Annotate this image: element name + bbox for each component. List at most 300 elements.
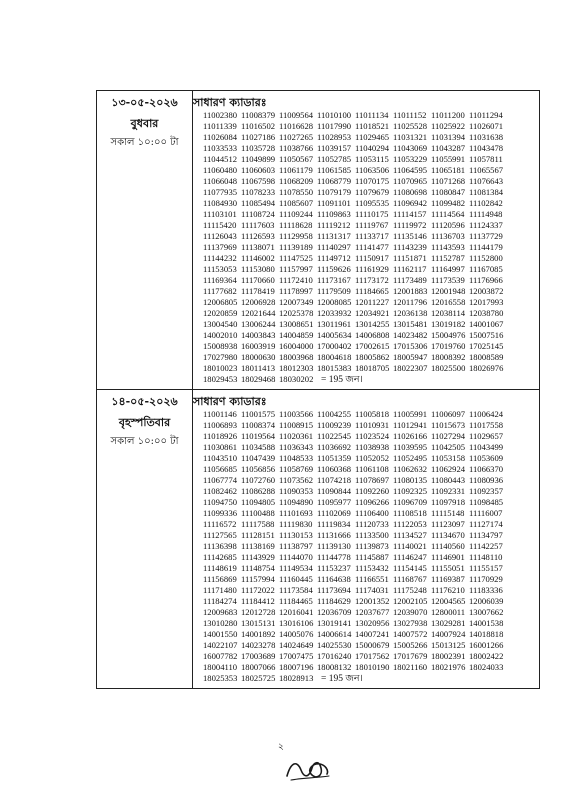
- roll-number: 18012303: [279, 363, 314, 373]
- roll-number: 11149712: [317, 253, 351, 263]
- roll-number: 11142257: [469, 541, 503, 551]
- roll-number: 11043499: [469, 442, 504, 452]
- roll-number: 11009239: [317, 420, 352, 430]
- roll-number: 11006893: [203, 420, 238, 430]
- roll-number: 11126593: [241, 231, 275, 241]
- roll-row: [203, 552, 539, 563]
- roll-number: 11153080: [241, 264, 275, 274]
- roll-row: [203, 475, 539, 486]
- roll-number: 11018521: [355, 121, 390, 131]
- roll-number: 11148110: [469, 552, 503, 562]
- total-count: = 195 জন।: [321, 674, 363, 684]
- roll-number: 11052495: [393, 453, 428, 463]
- roll-number: 12008085: [317, 297, 352, 307]
- roll-number: 17025145: [469, 341, 504, 351]
- roll-row: [203, 165, 539, 176]
- roll-number: 11184274: [203, 596, 237, 606]
- roll-number: 11076643: [469, 176, 504, 186]
- roll-row: [203, 673, 539, 685]
- roll-row: [203, 352, 539, 363]
- roll-number: 11184412: [241, 596, 275, 606]
- roll-number: 11169364: [203, 275, 237, 285]
- roll-number: 18003968: [279, 352, 314, 362]
- roll-number: 11040294: [355, 143, 390, 153]
- exam-day: বৃহস্পতিবার: [118, 416, 171, 429]
- roll-number: 11092357: [469, 486, 504, 496]
- roll-number: 18005862: [355, 352, 390, 362]
- roll-number: 11057811: [469, 154, 503, 164]
- roll-number: 13029281: [431, 618, 466, 628]
- roll-number: 11091101: [317, 198, 351, 208]
- roll-row: [203, 275, 539, 286]
- roll-number: 18025725: [241, 673, 276, 683]
- roll-number: 11099336: [203, 508, 238, 518]
- roll-number: 11011152: [393, 110, 427, 120]
- roll-number: 14007924: [431, 629, 466, 639]
- roll-number: 11097918: [431, 497, 466, 507]
- roll-number: 18002422: [469, 651, 504, 661]
- roll-number: 11023524: [355, 431, 390, 441]
- roll-number: 11080847: [431, 187, 466, 197]
- roll-number: 13027938: [393, 618, 428, 628]
- roll-number: 11140560: [431, 541, 465, 551]
- exam-date: ১৩-০৫-২০২৬: [111, 96, 178, 109]
- roll-number: 11035728: [241, 143, 276, 153]
- page-number: ২: [278, 742, 284, 752]
- roll-row: [203, 409, 539, 420]
- roll-number: 11010931: [355, 420, 390, 430]
- roll-number: 11082462: [203, 486, 238, 496]
- roll-number: 11008915: [279, 420, 314, 430]
- roll-number: 12025378: [279, 308, 314, 318]
- roll-number: 18030202: [279, 374, 314, 384]
- roll-number: 11094890: [279, 497, 314, 507]
- roll-row: [203, 596, 539, 607]
- roll-number: 11173172: [355, 275, 389, 285]
- roll-cell: [193, 91, 540, 390]
- roll-number: 11114948: [469, 209, 503, 219]
- roll-number: 11100488: [241, 508, 275, 518]
- roll-number: 11167085: [469, 264, 503, 274]
- roll-number: 15008938: [203, 341, 238, 351]
- roll-number: 15007516: [469, 330, 504, 340]
- roll-number: 18008132: [317, 662, 352, 672]
- roll-number: 11064595: [393, 165, 428, 175]
- roll-number: 14001892: [241, 629, 276, 639]
- roll-row: [203, 308, 539, 319]
- roll-number: 12033932: [317, 308, 352, 318]
- roll-number: 11138071: [241, 242, 275, 252]
- roll-number: 18000630: [241, 352, 276, 362]
- roll-number: 12020859: [203, 308, 238, 318]
- roll-number: 17027980: [203, 352, 238, 362]
- roll-number: 11102069: [317, 508, 351, 518]
- roll-number: 13004540: [203, 319, 238, 329]
- roll-number: 11090353: [279, 486, 314, 496]
- roll-number: 11068209: [279, 176, 314, 186]
- roll-number: 16001266: [469, 640, 504, 650]
- roll-number: 11136398: [203, 541, 237, 551]
- roll-number: 14003843: [241, 330, 276, 340]
- roll-row: [203, 431, 539, 442]
- roll-number: 11070965: [393, 176, 428, 186]
- roll-number: 11061179: [279, 165, 313, 175]
- roll-number: 14006808: [355, 330, 390, 340]
- roll-number: 11073562: [279, 475, 314, 485]
- roll-number: 11011134: [355, 110, 389, 120]
- roll-number: 11131317: [317, 231, 351, 241]
- roll-number: 11096942: [393, 198, 428, 208]
- roll-number: 11173489: [393, 275, 427, 285]
- roll-number: 11159626: [317, 264, 351, 274]
- roll-number: 11170660: [241, 275, 275, 285]
- roll-number: 18028913: [279, 673, 314, 683]
- roll-number: 11092325: [393, 486, 428, 496]
- roll-number: 11052052: [355, 453, 390, 463]
- roll-number: 12016041: [279, 607, 314, 617]
- roll-number: 14022107: [203, 640, 238, 650]
- roll-number: 11110175: [355, 209, 389, 219]
- roll-row: [203, 143, 539, 154]
- roll-number: 11018926: [203, 431, 238, 441]
- roll-number: 14005634: [317, 330, 352, 340]
- roll-number: 12007349: [279, 297, 314, 307]
- roll-number: 11078550: [279, 187, 314, 197]
- roll-number: 11053158: [431, 453, 466, 463]
- roll-number: 12011227: [355, 297, 390, 307]
- roll-number: 14005076: [279, 629, 314, 639]
- roll-number: 14007241: [355, 629, 390, 639]
- roll-row: [203, 662, 539, 673]
- roll-number: 13008651: [279, 319, 314, 329]
- roll-number: 11043510: [203, 453, 238, 463]
- roll-number: 11058769: [279, 464, 314, 474]
- roll-number: 11022545: [317, 431, 352, 441]
- exam-date: ১৪-০৫-২০২৬: [111, 395, 178, 408]
- roll-number: 11108724: [241, 209, 275, 219]
- roll-number: 11139873: [355, 541, 389, 551]
- roll-number: 11131666: [317, 530, 351, 540]
- roll-number: 17019760: [431, 341, 466, 351]
- roll-number: 11144179: [469, 242, 503, 252]
- roll-number: 11102842: [469, 198, 503, 208]
- roll-number: 11134527: [393, 530, 427, 540]
- roll-number: 15013125: [431, 640, 466, 650]
- roll-number: 13015131: [241, 618, 276, 628]
- roll-number: 11060603: [241, 165, 276, 175]
- roll-number: 17017679: [393, 651, 428, 661]
- roll-number: 18007196: [279, 662, 314, 672]
- roll-number: 11034588: [241, 442, 276, 452]
- roll-number: 14001550: [203, 629, 238, 639]
- roll-number: 11066370: [469, 464, 504, 474]
- roll-number: 11137729: [469, 231, 503, 241]
- roll-number: 11080135: [393, 475, 428, 485]
- roll-row: [203, 286, 539, 297]
- roll-number: 11139189: [279, 242, 313, 252]
- roll-number: 11029657: [469, 431, 504, 441]
- roll-number: 11099482: [431, 198, 466, 208]
- roll-number: 12006039: [469, 596, 504, 606]
- roll-number: 11084930: [203, 198, 238, 208]
- roll-number: 12038114: [431, 308, 466, 318]
- schedule-row: [97, 390, 540, 689]
- roll-number: 14001067: [469, 319, 504, 329]
- roll-number: 11051359: [317, 453, 352, 463]
- roll-number: 16007782: [203, 651, 238, 661]
- roll-number: 18029453: [203, 374, 238, 384]
- roll-number: 17002615: [355, 341, 390, 351]
- roll-number: 12001948: [431, 286, 466, 296]
- roll-number: 11148754: [241, 563, 275, 573]
- roll-number: 11119830: [279, 519, 313, 529]
- roll-number: 11173167: [317, 275, 351, 285]
- roll-number: 11153237: [317, 563, 351, 573]
- roll-number: 11060368: [317, 464, 352, 474]
- roll-number: 17003689: [241, 651, 276, 661]
- roll-number: 11027294: [431, 431, 466, 441]
- roll-number: 11153053: [203, 264, 237, 274]
- roll-number: 11184665: [355, 286, 389, 296]
- roll-number: 11042505: [431, 442, 466, 452]
- roll-row: [203, 330, 539, 341]
- roll-number: 11147525: [279, 253, 313, 263]
- roll-number: 11003566: [279, 409, 314, 419]
- roll-number: 11146901: [431, 552, 465, 562]
- roll-number: 11120596: [431, 220, 465, 230]
- roll-number: 11080698: [393, 187, 428, 197]
- roll-row: [203, 297, 539, 308]
- roll-number: 13016106: [279, 618, 314, 628]
- roll-number: 11053229: [393, 154, 428, 164]
- roll-number: 11038766: [279, 143, 314, 153]
- roll-number: 11148619: [203, 563, 237, 573]
- roll-number: 11029465: [355, 132, 390, 142]
- roll-row: [203, 420, 539, 431]
- roll-number: 11138169: [241, 541, 275, 551]
- roll-number: 18026976: [469, 363, 504, 373]
- roll-number: 11011339: [203, 121, 237, 131]
- roll-number: 11173539: [431, 275, 465, 285]
- roll-row: [203, 464, 539, 475]
- roll-number: 11174031: [355, 585, 389, 595]
- roll-number: 11011294: [469, 110, 503, 120]
- roll-number: 14002010: [203, 330, 238, 340]
- roll-number: 11017558: [469, 420, 504, 430]
- roll-number: 12017993: [469, 297, 504, 307]
- roll-number: 13006244: [241, 319, 276, 329]
- roll-number: 11122053: [393, 519, 427, 529]
- roll-number: 12001352: [355, 596, 390, 606]
- roll-number: 18008392: [431, 352, 466, 362]
- roll-number: 11118628: [279, 220, 313, 230]
- roll-number: 11096709: [393, 497, 428, 507]
- roll-number: 11001146: [203, 409, 237, 419]
- roll-row: [203, 264, 539, 275]
- roll-number: 11160445: [279, 574, 313, 584]
- roll-number: 11135146: [393, 231, 427, 241]
- roll-number: 11025528: [393, 121, 428, 131]
- roll-number: 11061108: [355, 464, 389, 474]
- roll-row: [203, 442, 539, 453]
- roll-number: 11086288: [241, 486, 276, 496]
- roll-number: 14024649: [279, 640, 314, 650]
- roll-list: [193, 110, 539, 389]
- roll-number: 11065567: [469, 165, 504, 175]
- roll-number: 11138797: [279, 541, 313, 551]
- roll-number: 12021644: [241, 308, 276, 318]
- roll-number: 11043287: [431, 143, 466, 153]
- roll-number: 11129958: [279, 231, 313, 241]
- roll-number: 11137969: [203, 242, 237, 252]
- roll-number: 11139130: [317, 541, 351, 551]
- roll-number: 11006424: [469, 409, 504, 419]
- roll-row: [203, 574, 539, 585]
- roll-number: 11048533: [279, 453, 314, 463]
- roll-number: 18010023: [203, 363, 238, 373]
- roll-number: 11005991: [393, 409, 428, 419]
- roll-number: 11067774: [203, 475, 238, 485]
- roll-number: 11153432: [355, 563, 389, 573]
- roll-row: [203, 363, 539, 374]
- roll-number: 11074218: [317, 475, 352, 485]
- roll-number: 11177682: [203, 286, 237, 296]
- roll-number: 11094750: [203, 497, 238, 507]
- roll-number: 11145887: [355, 552, 389, 562]
- roll-number: 11127174: [469, 519, 503, 529]
- roll-number: 18004618: [317, 352, 352, 362]
- roll-number: 12034921: [355, 308, 390, 318]
- roll-number: 11085607: [279, 198, 314, 208]
- roll-number: 11010100: [317, 110, 352, 120]
- roll-number: 11178419: [241, 286, 275, 296]
- roll-number: 11133717: [355, 231, 389, 241]
- roll-number: 11078233: [241, 187, 276, 197]
- roll-number: 11117603: [241, 220, 275, 230]
- roll-number: 18018705: [355, 363, 390, 373]
- roll-number: 11123097: [431, 519, 465, 529]
- roll-number: 11063506: [355, 165, 390, 175]
- schedule-row: [97, 91, 540, 390]
- roll-number: 11103101: [203, 209, 237, 219]
- roll-number: 11109244: [279, 209, 313, 219]
- roll-number: 11085494: [241, 198, 276, 208]
- roll-number: 11004255: [317, 409, 352, 419]
- roll-number: 11012941: [393, 420, 428, 430]
- roll-number: 11062632: [393, 464, 428, 474]
- roll-number: 11144070: [279, 552, 313, 562]
- roll-number: 18011413: [241, 363, 276, 373]
- roll-row: [203, 187, 539, 198]
- roll-number: 11036692: [317, 442, 352, 452]
- roll-row: [203, 110, 539, 121]
- exam-time: সকাল ১০:০০ টা: [110, 436, 179, 447]
- roll-number: 11002380: [203, 110, 238, 120]
- roll-number: 11136703: [431, 231, 465, 241]
- roll-number: 12001883: [393, 286, 428, 296]
- roll-number: 18004110: [203, 662, 238, 672]
- roll-number: 11146247: [393, 552, 427, 562]
- roll-number: 11176966: [469, 275, 503, 285]
- roll-row: [203, 176, 539, 187]
- roll-number: 11178997: [279, 286, 313, 296]
- roll-number: 11116007: [469, 508, 503, 518]
- roll-number: 11062924: [431, 464, 466, 474]
- roll-number: 11020361: [279, 431, 314, 441]
- roll-number: 11127565: [203, 530, 237, 540]
- roll-row: [203, 231, 539, 242]
- roll-number: 11033533: [203, 143, 238, 153]
- roll-number: 11173694: [317, 585, 351, 595]
- exam-time: সকাল ১০:০০ টা: [110, 137, 179, 148]
- roll-number: 18015383: [317, 363, 352, 373]
- roll-number: 18024033: [469, 662, 504, 672]
- roll-number: 11052785: [317, 154, 352, 164]
- roll-number: 11065181: [431, 165, 466, 175]
- roll-number: 18007066: [241, 662, 276, 672]
- roll-number: 11028953: [317, 132, 352, 142]
- roll-number: 11157997: [279, 264, 313, 274]
- roll-number: 17016240: [317, 651, 352, 661]
- roll-row: [203, 209, 539, 220]
- roll-number: 11184465: [279, 596, 313, 606]
- roll-number: 13019141: [317, 618, 352, 628]
- roll-number: 13014255: [355, 319, 390, 329]
- roll-cell: [193, 390, 540, 689]
- roll-row: [203, 541, 539, 552]
- roll-number: 11071268: [431, 176, 466, 186]
- roll-number: 11150917: [355, 253, 389, 263]
- roll-row: [203, 618, 539, 629]
- roll-number: 18029468: [241, 374, 276, 384]
- roll-number: 11030861: [203, 442, 238, 452]
- roll-number: 17007475: [279, 651, 314, 661]
- roll-number: 15005266: [393, 640, 428, 650]
- roll-number: 11016502: [241, 121, 276, 131]
- roll-number: 11183336: [469, 585, 503, 595]
- roll-row: [203, 640, 539, 651]
- roll-number: 11115148: [431, 508, 465, 518]
- roll-number: 11026084: [203, 132, 238, 142]
- roll-number: 11119212: [317, 220, 351, 230]
- roll-number: 11043478: [469, 143, 504, 153]
- roll-number: 11090844: [317, 486, 352, 496]
- roll-row: [203, 453, 539, 464]
- roll-number: 11142685: [203, 552, 237, 562]
- roll-number: 11149534: [279, 563, 313, 573]
- roll-row: [203, 607, 539, 618]
- roll-number: 18002391: [431, 651, 466, 661]
- roll-number: 11060480: [203, 165, 238, 175]
- roll-number: 14025530: [317, 640, 352, 650]
- roll-number: 11061585: [317, 165, 352, 175]
- roll-number: 12038780: [469, 308, 504, 318]
- roll-number: 11169387: [431, 574, 465, 584]
- total-count: = 195 জন।: [321, 375, 363, 385]
- roll-number: 11157994: [241, 574, 275, 584]
- roll-number: 12006805: [203, 297, 238, 307]
- roll-row: [203, 629, 539, 640]
- roll-number: 11134797: [469, 530, 503, 540]
- roll-row: [203, 220, 539, 231]
- roll-number: 18005947: [393, 352, 428, 362]
- roll-number: 11120733: [355, 519, 389, 529]
- roll-number: 18022307: [393, 363, 428, 373]
- roll-number: 11172022: [241, 585, 275, 595]
- schedule-table: [96, 90, 540, 689]
- roll-number: 18025500: [431, 363, 466, 373]
- roll-number: 18021160: [393, 662, 428, 672]
